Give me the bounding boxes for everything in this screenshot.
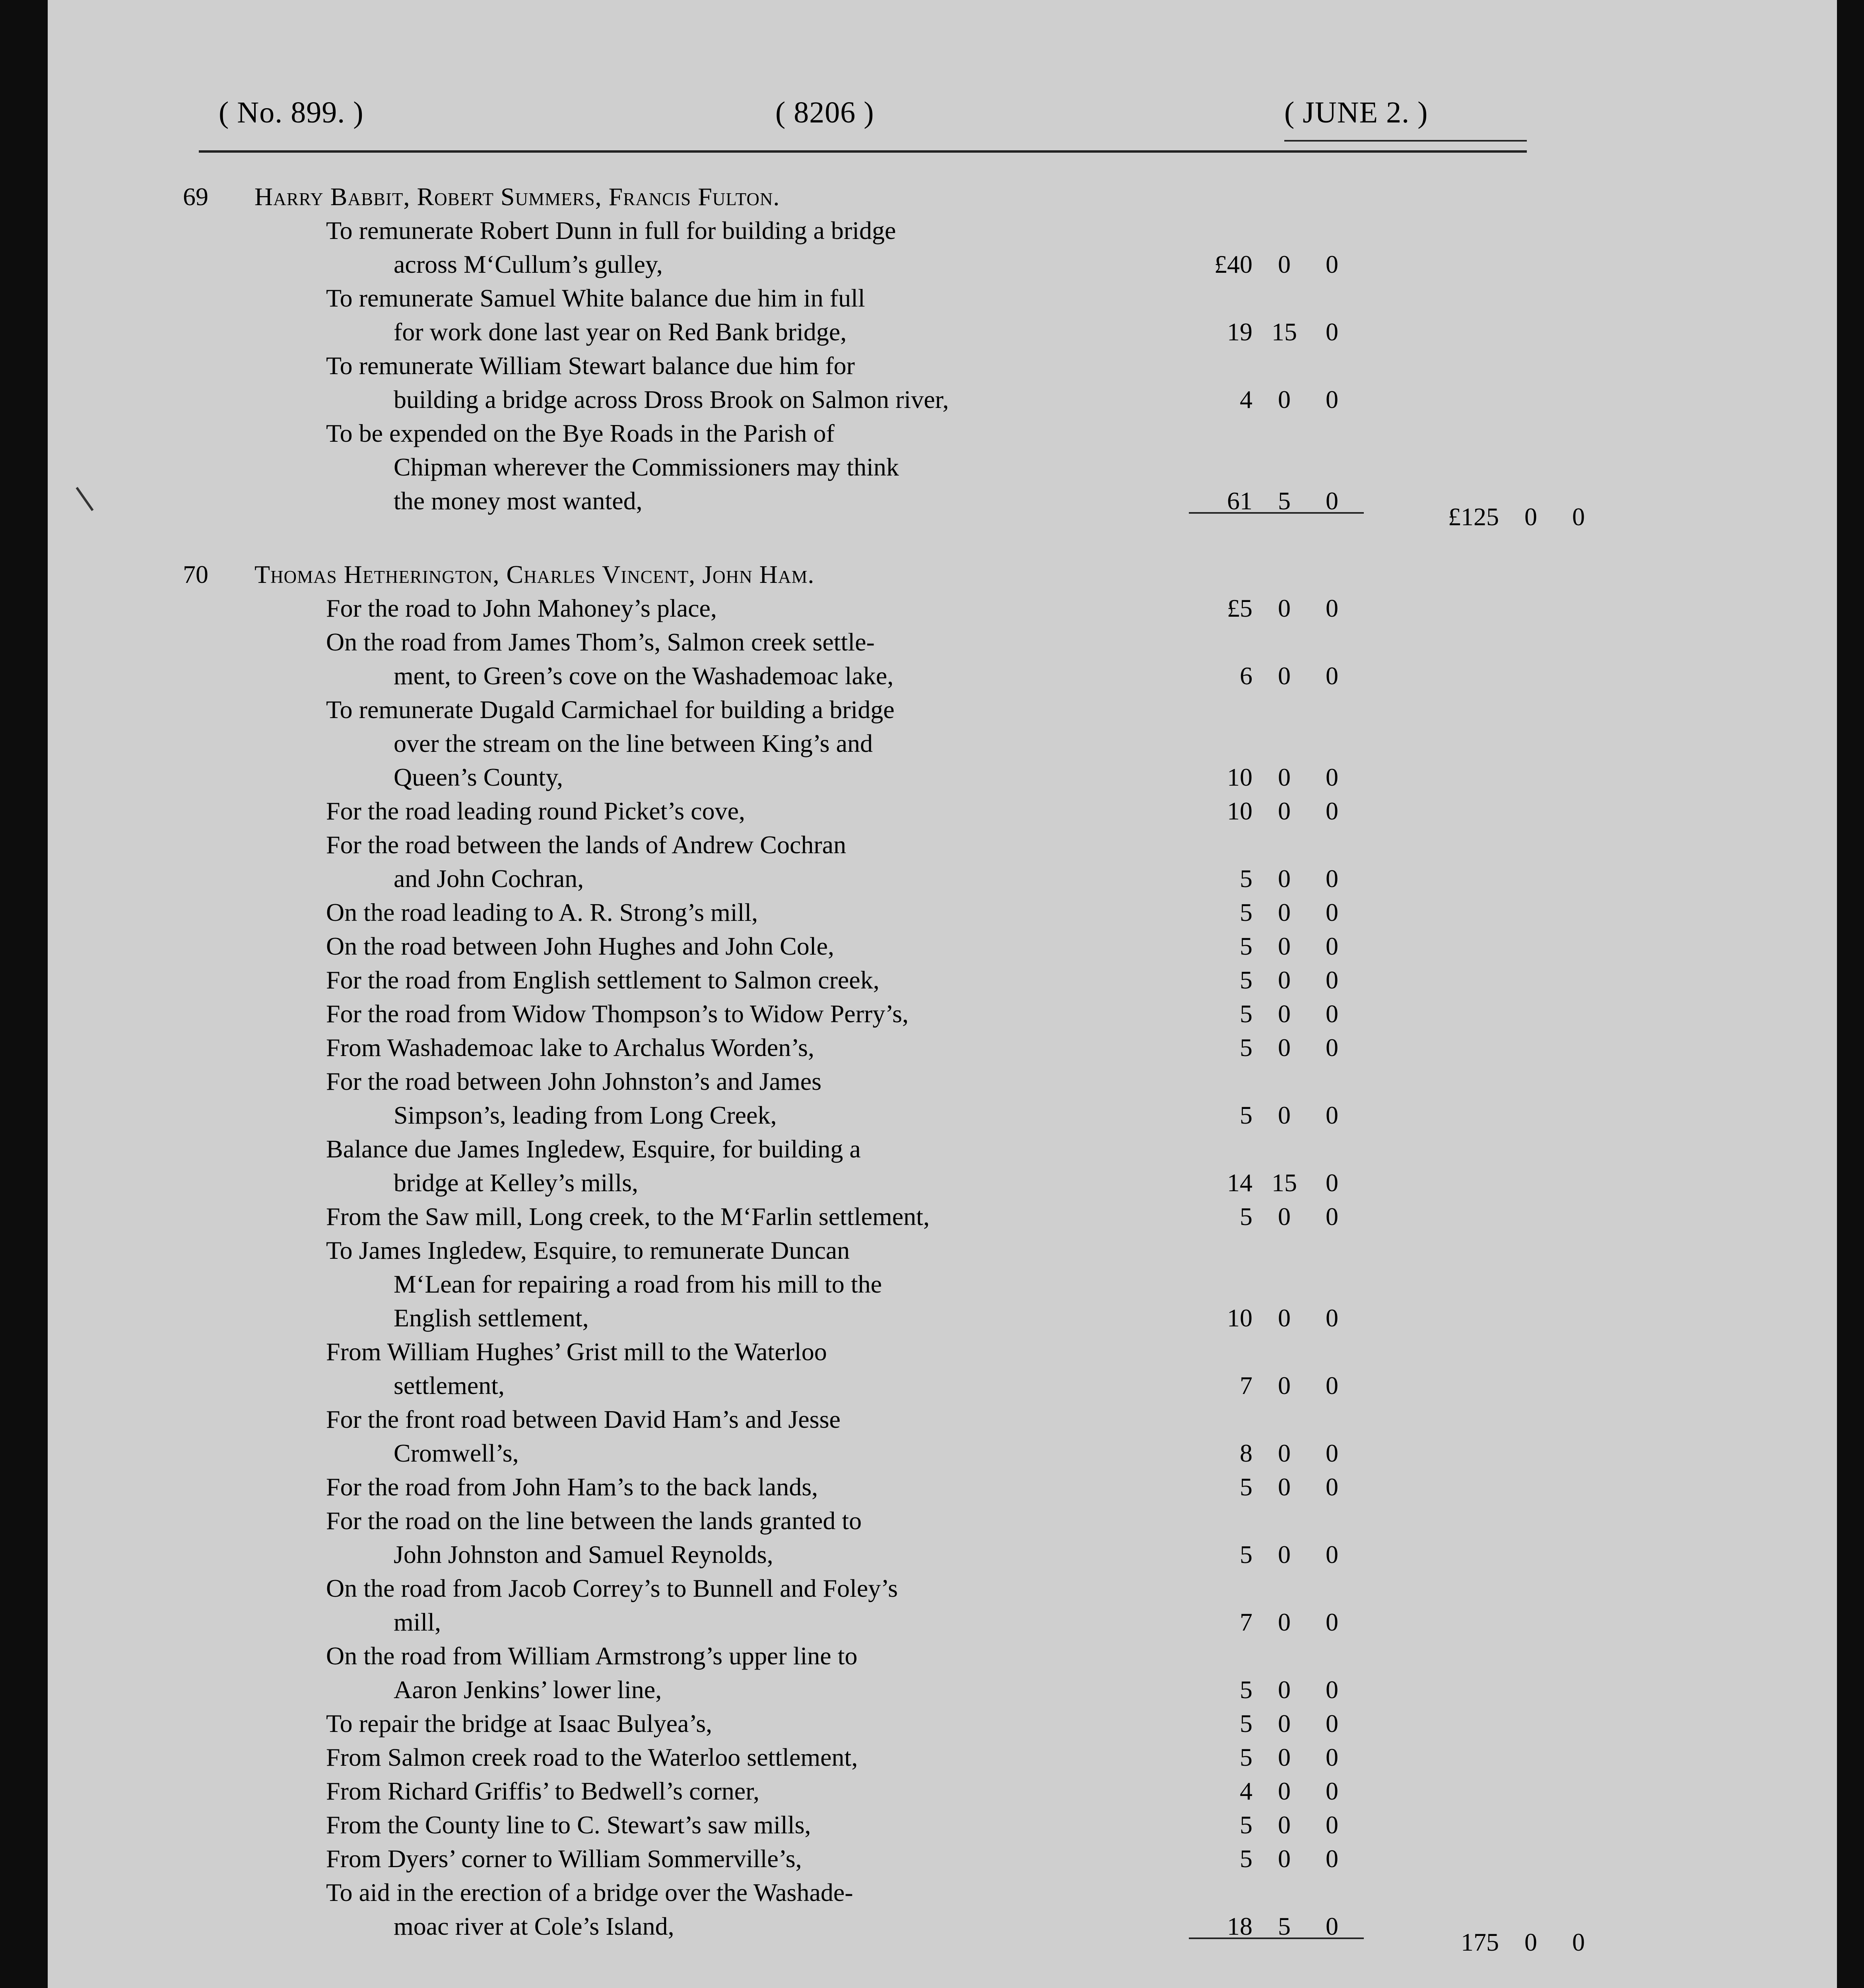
- text-line: [48, 793, 1837, 829]
- item-amount-pence: 0: [1326, 1811, 1338, 1839]
- item-text: From Salmon creek road to the Waterloo settlement,: [326, 1743, 858, 1771]
- item-text: Simpson’s, leading from Long Creek,: [394, 1101, 777, 1129]
- item-amount-shillings: 15: [1272, 1169, 1297, 1197]
- item-amount-shillings: 0: [1278, 1304, 1291, 1332]
- item-amount-pounds: 5: [1240, 966, 1252, 994]
- text-line: [48, 1097, 1837, 1133]
- text-line: [48, 1435, 1837, 1471]
- item-amount-pence: 0: [1326, 864, 1338, 893]
- item-amount-pence: 0: [1326, 966, 1338, 994]
- item-amount-pounds: 5: [1240, 1000, 1252, 1028]
- item-text: On the road from William Armstrong’s upper line to: [326, 1642, 858, 1670]
- item-text: To remunerate William Stewart balance due him for: [326, 351, 855, 380]
- item-text: Queen’s County,: [394, 763, 563, 791]
- item-amount-shillings: 0: [1278, 1675, 1291, 1704]
- item-amount-pence: 0: [1326, 932, 1338, 960]
- item-amount-pence: 0: [1326, 1608, 1338, 1636]
- item-text: From Washademoac lake to Archalus Worden’s,: [326, 1033, 814, 1062]
- header-number: ( No. 899. ): [219, 96, 364, 129]
- item-amount-shillings: 0: [1278, 385, 1291, 414]
- item-text: Balance due James Ingledew, Esquire, for building a: [326, 1135, 861, 1163]
- item-amount-pounds: 5: [1240, 1675, 1252, 1704]
- item-amount-shillings: 5: [1278, 1912, 1291, 1940]
- text-line: [48, 1672, 1837, 1708]
- item-amount-pounds: 5: [1240, 1202, 1252, 1231]
- item-amount-shillings: 0: [1278, 763, 1291, 791]
- text-line: [48, 692, 1837, 728]
- text-line: [48, 179, 1837, 215]
- text-line: [48, 280, 1837, 316]
- item-amount-shillings: 0: [1278, 932, 1291, 960]
- item-amount-shillings: 15: [1272, 318, 1297, 346]
- text-line: [48, 827, 1837, 863]
- header-page-number: ( 8206 ): [775, 96, 874, 129]
- item-amount-pence: 0: [1326, 1675, 1338, 1704]
- item-text: On the road from Jacob Correy’s to Bunnell and Foley’s: [326, 1574, 898, 1602]
- commissioners-names: Harry Babbit, Robert Summers, Francis Fulton.: [254, 182, 780, 211]
- item-amount-shillings: 0: [1278, 1371, 1291, 1400]
- item-amount-pounds: 19: [1227, 318, 1252, 346]
- item-text: From William Hughes’ Grist mill to the Waterloo: [326, 1338, 827, 1366]
- text-line: [48, 1402, 1837, 1437]
- item-text: Chipman wherever the Commissioners may think: [394, 453, 899, 481]
- item-text: For the road from John Ham’s to the back lands,: [326, 1473, 818, 1501]
- text-line: [48, 996, 1837, 1032]
- item-text: To repair the bridge at Isaac Bulyea’s,: [326, 1709, 713, 1738]
- text-line: [48, 1537, 1837, 1573]
- document-page: [48, 0, 1837, 1988]
- item-text: On the road from James Thom’s, Salmon creek settle-: [326, 628, 875, 656]
- item-amount-shillings: 0: [1278, 1608, 1291, 1636]
- text-line: [48, 213, 1837, 248]
- total-amount-pence: 0: [1572, 503, 1585, 531]
- item-text: Cromwell’s,: [394, 1439, 519, 1467]
- item-text: For the road to John Mahoney’s place,: [326, 594, 717, 622]
- text-line: [48, 449, 1837, 485]
- text-line: [48, 726, 1837, 761]
- item-text: the money most wanted,: [394, 487, 643, 515]
- total-amount-shillings: 0: [1524, 1928, 1537, 1956]
- item-amount-pence: 0: [1326, 1912, 1338, 1940]
- item-amount-pounds: 5: [1240, 1743, 1252, 1771]
- item-text: bridge at Kelley’s mills,: [394, 1169, 638, 1197]
- entry-number: 70: [183, 560, 208, 588]
- total-amount-pounds: 175: [1461, 1928, 1499, 1956]
- text-line: [48, 1469, 1837, 1505]
- item-text: From Richard Griffis’ to Bedwell’s corner,: [326, 1777, 759, 1805]
- item-amount-pounds: 5: [1240, 1033, 1252, 1062]
- item-amount-pence: 0: [1326, 797, 1338, 825]
- text-line: [48, 1233, 1837, 1268]
- item-text: over the stream on the line between King’s and: [394, 729, 873, 757]
- entry-number: 69: [183, 182, 208, 211]
- item-amount-shillings: 0: [1278, 1101, 1291, 1129]
- item-amount-pounds: 10: [1227, 797, 1252, 825]
- item-amount-shillings: 0: [1278, 898, 1291, 926]
- item-text: M‘Lean for repairing a road from his mill to the: [394, 1270, 882, 1298]
- text-line: [48, 415, 1837, 451]
- text-line: [48, 382, 1837, 417]
- item-amount-shillings: 0: [1278, 1473, 1291, 1501]
- item-text: For the front road between David Ham’s and Jesse: [326, 1405, 841, 1433]
- text-line: [48, 1841, 1837, 1877]
- text-line: [48, 658, 1837, 694]
- text-line: [48, 1773, 1837, 1809]
- text-line: [48, 1924, 1837, 1960]
- item-text: From the County line to C. Stewart’s saw mills,: [326, 1811, 811, 1839]
- item-amount-pounds: 7: [1240, 1608, 1252, 1636]
- text-line: [48, 1165, 1837, 1201]
- item-amount-pence: 0: [1326, 1033, 1338, 1062]
- item-amount-pounds: £5: [1227, 594, 1252, 622]
- item-amount-pounds: 10: [1227, 1304, 1252, 1332]
- item-amount-pence: 0: [1326, 250, 1338, 278]
- item-amount-shillings: 0: [1278, 1540, 1291, 1569]
- text-line: [48, 348, 1837, 384]
- item-text: To aid in the erection of a bridge over the Washade-: [326, 1878, 853, 1906]
- item-amount-shillings: 0: [1278, 1202, 1291, 1231]
- item-amount-shillings: 0: [1278, 1000, 1291, 1028]
- item-amount-shillings: 0: [1278, 250, 1291, 278]
- item-amount-shillings: 0: [1278, 864, 1291, 893]
- item-text: On the road leading to A. R. Strong’s mill,: [326, 898, 758, 926]
- item-amount-shillings: 0: [1278, 662, 1291, 690]
- item-amount-pence: 0: [1326, 1439, 1338, 1467]
- item-amount-pounds: 5: [1240, 864, 1252, 893]
- page-content: [48, 0, 1837, 1988]
- item-text: For the road between the lands of Andrew Cochran: [326, 831, 847, 859]
- item-amount-pounds: 61: [1227, 487, 1252, 515]
- text-line: [48, 1638, 1837, 1674]
- text-line: [48, 1503, 1837, 1539]
- item-amount-pence: 0: [1326, 594, 1338, 622]
- item-amount-pence: 0: [1326, 1709, 1338, 1738]
- item-amount-pence: 0: [1326, 1202, 1338, 1231]
- item-amount-shillings: 0: [1278, 1439, 1291, 1467]
- item-amount-pence: 0: [1326, 1169, 1338, 1197]
- total-amount-pence: 0: [1572, 1928, 1585, 1956]
- text-line: [48, 1266, 1837, 1302]
- item-amount-pence: 0: [1326, 487, 1338, 515]
- item-text: John Johnston and Samuel Reynolds,: [394, 1540, 773, 1569]
- item-amount-pounds: 5: [1240, 1540, 1252, 1569]
- item-text: To be expended on the Bye Roads in the Parish of: [326, 419, 835, 447]
- text-line: [48, 499, 1837, 535]
- item-amount-pounds: 18: [1227, 1912, 1252, 1940]
- item-amount-pounds: 6: [1240, 662, 1252, 690]
- item-text: and John Cochran,: [394, 864, 584, 893]
- text-line: [48, 1740, 1837, 1775]
- item-amount-shillings: 0: [1278, 1811, 1291, 1839]
- commissioners-names: Thomas Hetherington, Charles Vincent, John Ham.: [254, 560, 815, 588]
- text-line: [48, 1706, 1837, 1741]
- item-text: For the road from Widow Thompson’s to Widow Perry’s,: [326, 1000, 909, 1028]
- item-amount-pounds: 7: [1240, 1371, 1252, 1400]
- item-amount-shillings: 5: [1278, 487, 1291, 515]
- item-amount-pence: 0: [1326, 1844, 1338, 1873]
- item-amount-pence: 0: [1326, 1540, 1338, 1569]
- text-line: [48, 1300, 1837, 1336]
- text-line: [48, 1571, 1837, 1606]
- item-text: To remunerate Robert Dunn in full for building a bridge: [326, 216, 896, 245]
- item-amount-pence: 0: [1326, 1473, 1338, 1501]
- item-text: To James Ingledew, Esquire, to remunerate Duncan: [326, 1236, 850, 1264]
- item-amount-shillings: 0: [1278, 1743, 1291, 1771]
- item-text: across M‘Cullum’s gulley,: [394, 250, 663, 278]
- item-amount-pence: 0: [1326, 1304, 1338, 1332]
- item-amount-pounds: 4: [1240, 1777, 1252, 1805]
- item-text: For the road from English settlement to Salmon creek,: [326, 966, 880, 994]
- header-date: ( JUNE 2. ): [1284, 96, 1428, 129]
- text-line: [48, 962, 1837, 998]
- item-amount-shillings: 0: [1278, 594, 1291, 622]
- item-amount-pence: 0: [1326, 1743, 1338, 1771]
- item-amount-pence: 0: [1326, 385, 1338, 414]
- text-line: [48, 590, 1837, 626]
- item-amount-shillings: 0: [1278, 1844, 1291, 1873]
- item-amount-shillings: 0: [1278, 966, 1291, 994]
- item-text: mill,: [394, 1608, 441, 1636]
- item-text: ment, to Green’s cove on the Washademoac lake,: [394, 662, 894, 690]
- total-amount-shillings: 0: [1524, 503, 1537, 531]
- text-line: [48, 624, 1837, 660]
- text-line: [48, 759, 1837, 795]
- item-amount-shillings: 0: [1278, 1033, 1291, 1062]
- item-amount-pence: 0: [1326, 1371, 1338, 1400]
- item-amount-shillings: 0: [1278, 1709, 1291, 1738]
- item-amount-pence: 0: [1326, 1101, 1338, 1129]
- item-amount-pounds: £40: [1214, 250, 1252, 278]
- text-line: [48, 1064, 1837, 1099]
- text-line: [48, 314, 1837, 350]
- item-amount-pounds: 8: [1240, 1439, 1252, 1467]
- text-line: [48, 1199, 1837, 1235]
- item-amount-pence: 0: [1326, 763, 1338, 791]
- text-line: [48, 247, 1837, 282]
- item-text: English settlement,: [394, 1304, 589, 1332]
- item-text: building a bridge across Dross Brook on Salmon river,: [394, 385, 949, 414]
- item-amount-pence: 0: [1326, 1777, 1338, 1805]
- item-amount-pounds: 5: [1240, 1844, 1252, 1873]
- item-amount-pence: 0: [1326, 662, 1338, 690]
- item-amount-pounds: 5: [1240, 1101, 1252, 1129]
- text-line: [48, 1030, 1837, 1066]
- text-line: [48, 557, 1837, 592]
- item-amount-pounds: 5: [1240, 1473, 1252, 1501]
- item-amount-pence: 0: [1326, 318, 1338, 346]
- item-amount-pounds: 5: [1240, 898, 1252, 926]
- text-line: [48, 1875, 1837, 1910]
- item-amount-shillings: 0: [1278, 1777, 1291, 1805]
- text-line: [48, 1807, 1837, 1843]
- item-text: From Dyers’ corner to William Sommerville’s,: [326, 1844, 802, 1873]
- item-text: settlement,: [394, 1371, 505, 1400]
- text-line: [48, 1334, 1837, 1370]
- item-text: for work done last year on Red Bank bridge,: [394, 318, 847, 346]
- item-text: For the road between John Johnston’s and James: [326, 1067, 822, 1095]
- item-text: Aaron Jenkins’ lower line,: [394, 1675, 662, 1704]
- item-amount-pence: 0: [1326, 1000, 1338, 1028]
- item-text: To remunerate Samuel White balance due him in full: [326, 284, 865, 312]
- item-amount-pounds: 5: [1240, 1811, 1252, 1839]
- item-amount-shillings: 0: [1278, 797, 1291, 825]
- text-line: [48, 861, 1837, 897]
- item-text: From the Saw mill, Long creek, to the M‘Farlin settlement,: [326, 1202, 930, 1231]
- text-line: [48, 1368, 1837, 1404]
- item-text: On the road between John Hughes and John Cole,: [326, 932, 834, 960]
- item-text: To remunerate Dugald Carmichael for building a bridge: [326, 695, 895, 724]
- item-amount-pounds: 5: [1240, 932, 1252, 960]
- item-amount-pounds: 4: [1240, 385, 1252, 414]
- item-amount-pounds: 10: [1227, 763, 1252, 791]
- item-text: For the road on the line between the lands granted to: [326, 1507, 862, 1535]
- item-amount-pounds: 5: [1240, 1709, 1252, 1738]
- item-text: For the road leading round Picket’s cove,: [326, 797, 745, 825]
- item-text: moac river at Cole’s Island,: [394, 1912, 674, 1940]
- header-date-rule: [1284, 140, 1527, 142]
- header-rule: [199, 150, 1527, 153]
- text-line: [48, 1604, 1837, 1640]
- total-amount-pounds: £125: [1448, 503, 1499, 531]
- item-amount-pence: 0: [1326, 898, 1338, 926]
- text-line: [48, 1131, 1837, 1167]
- text-line: [48, 928, 1837, 964]
- item-amount-pounds: 14: [1227, 1169, 1252, 1197]
- text-line: [48, 895, 1837, 930]
